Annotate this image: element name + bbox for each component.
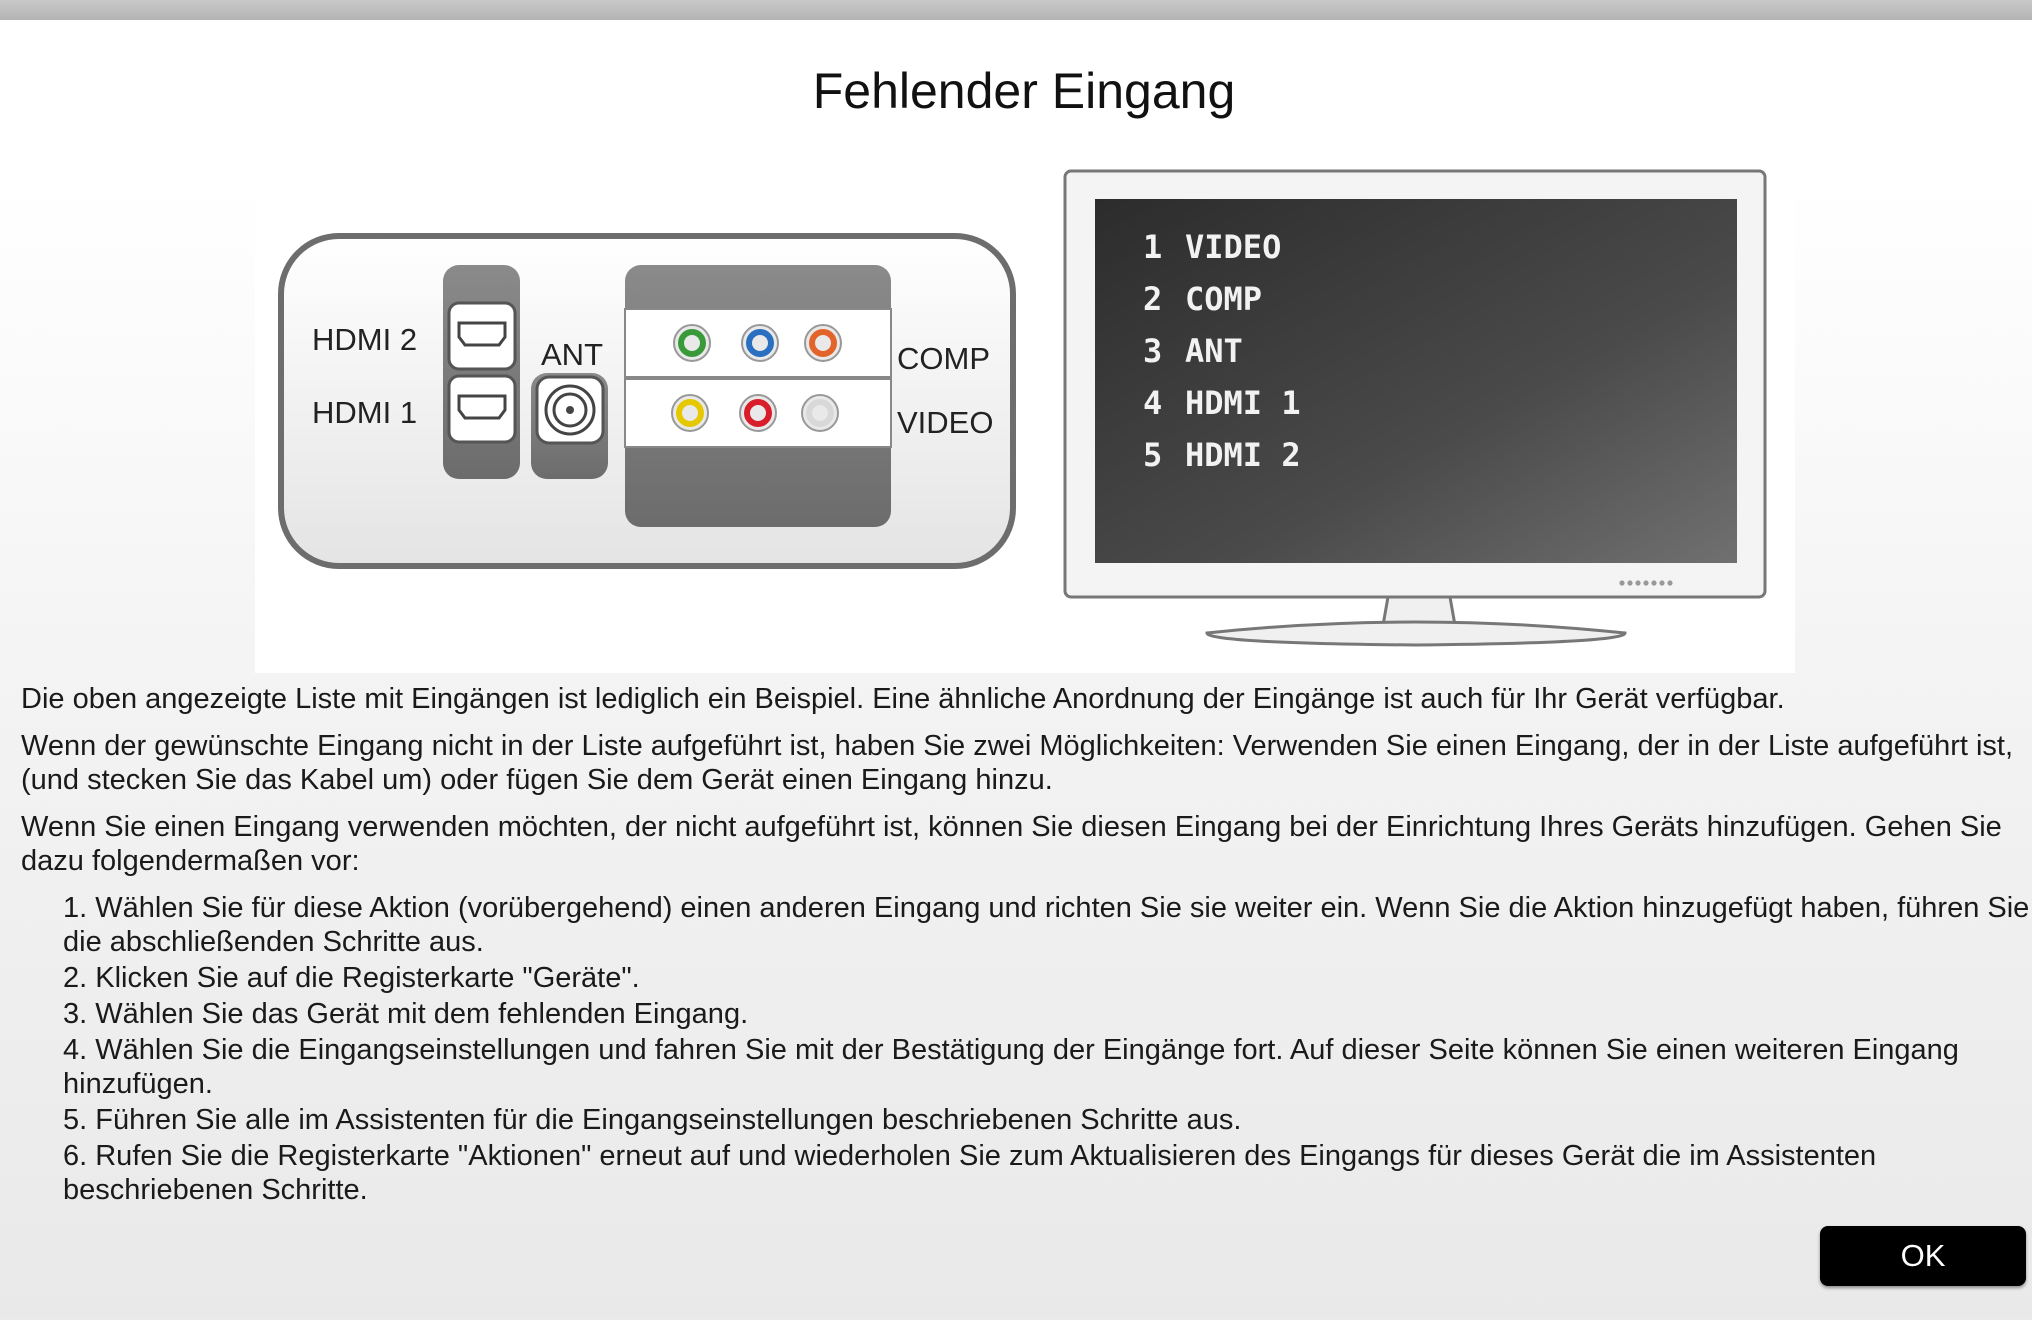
tv-input-name: COMP bbox=[1185, 280, 1263, 318]
tv-illustration bbox=[1065, 171, 1765, 645]
tv-input-number: 2 bbox=[1143, 280, 1163, 318]
video-red-jack-icon bbox=[740, 395, 776, 431]
connection-panel bbox=[281, 236, 1013, 566]
comp-green-jack-icon bbox=[674, 325, 710, 361]
step-item: 2. Klicken Sie auf die Registerkarte "Geräte". bbox=[63, 962, 640, 994]
illustration-graphic bbox=[255, 133, 1795, 673]
step-item: 6. Rufen Sie die Registerkarte "Aktionen" erneut auf und wiederholen Sie zum Aktualisieren des Eingangs für dieses Gerät die im Assistenten beschriebenen Schritte. bbox=[63, 1140, 1877, 1206]
comp-orange-jack-icon bbox=[805, 325, 841, 361]
step-item: 4. Wählen Sie die Eingangseinstellungen und fahren Sie mit der Bestätigung der Eingänge fort. Auf dieser Seite können Sie einen weiteren Eingang hinzufügen. bbox=[63, 1034, 1959, 1100]
tv-stand-base bbox=[1207, 622, 1625, 645]
steps-list bbox=[21, 891, 2031, 1207]
comp-blue-jack-icon bbox=[742, 325, 778, 361]
label-ant: ANT bbox=[541, 337, 603, 372]
label-comp: COMP bbox=[897, 341, 990, 376]
step-item: 5. Führen Sie alle im Assistenten für die Eingangseinstellungen beschriebenen Schritte aus. bbox=[63, 1104, 1242, 1136]
tv-input-number: 1 bbox=[1143, 228, 1163, 266]
dialog-title: Fehlender Eingang bbox=[812, 63, 1236, 119]
tv-input-name: VIDEO bbox=[1185, 228, 1282, 266]
step-item: 1. Wählen Sie für diese Aktion (vorübergehend) einen anderen Eingang und richten Sie sie weiter ein. Wenn Sie die Aktion hinzugefügt haben, führen Sie die abschließenden Schritte aus. bbox=[63, 892, 2030, 958]
intro-paragraph: Die oben angezeigte Liste mit Eingängen ist lediglich ein Beispiel. Eine ähnliche Anordnung der Eingänge ist auch für Ihr Gerät verfügbar. bbox=[21, 683, 1785, 715]
ok-button[interactable]: OK bbox=[1820, 1226, 2026, 1286]
tv-input-name: ANT bbox=[1185, 332, 1243, 370]
window-top-bar bbox=[0, 0, 2032, 20]
tv-input-number: 4 bbox=[1143, 384, 1163, 422]
tv-input-name: HDMI 1 bbox=[1185, 384, 1301, 422]
tv-input-number: 5 bbox=[1143, 436, 1163, 474]
hdmi-port-block bbox=[443, 265, 520, 479]
label-video: VIDEO bbox=[897, 405, 994, 440]
instructions-paragraph: Wenn Sie einen Eingang verwenden möchten, der nicht aufgeführt ist, können Sie diesen Eingang bei der Einrichtung Ihres Geräts hinzufügen. Gehen Sie dazu folgendermaßen vor: bbox=[21, 811, 2002, 877]
dialog-body bbox=[21, 682, 2031, 1209]
tv-input-name: HDMI 2 bbox=[1185, 436, 1301, 474]
input-illustration bbox=[255, 133, 1795, 673]
label-hdmi1: HDMI 1 bbox=[312, 395, 418, 430]
step-item: 3. Wählen Sie das Gerät mit dem fehlenden Eingang. bbox=[63, 998, 749, 1030]
video-white-jack-icon bbox=[802, 395, 838, 431]
tv-input-number: 3 bbox=[1143, 332, 1163, 370]
options-paragraph: Wenn der gewünschte Eingang nicht in der Liste aufgeführt ist, haben Sie zwei Möglichkeiten: Verwenden Sie einen Eingang, der in der Liste aufgeführt ist, (und stecken Sie das Kabel um) oder fügen Sie dem Gerät einen Eingang hinzu. bbox=[21, 730, 2014, 796]
label-hdmi2: HDMI 2 bbox=[312, 322, 418, 357]
video-yellow-jack-icon bbox=[672, 395, 708, 431]
